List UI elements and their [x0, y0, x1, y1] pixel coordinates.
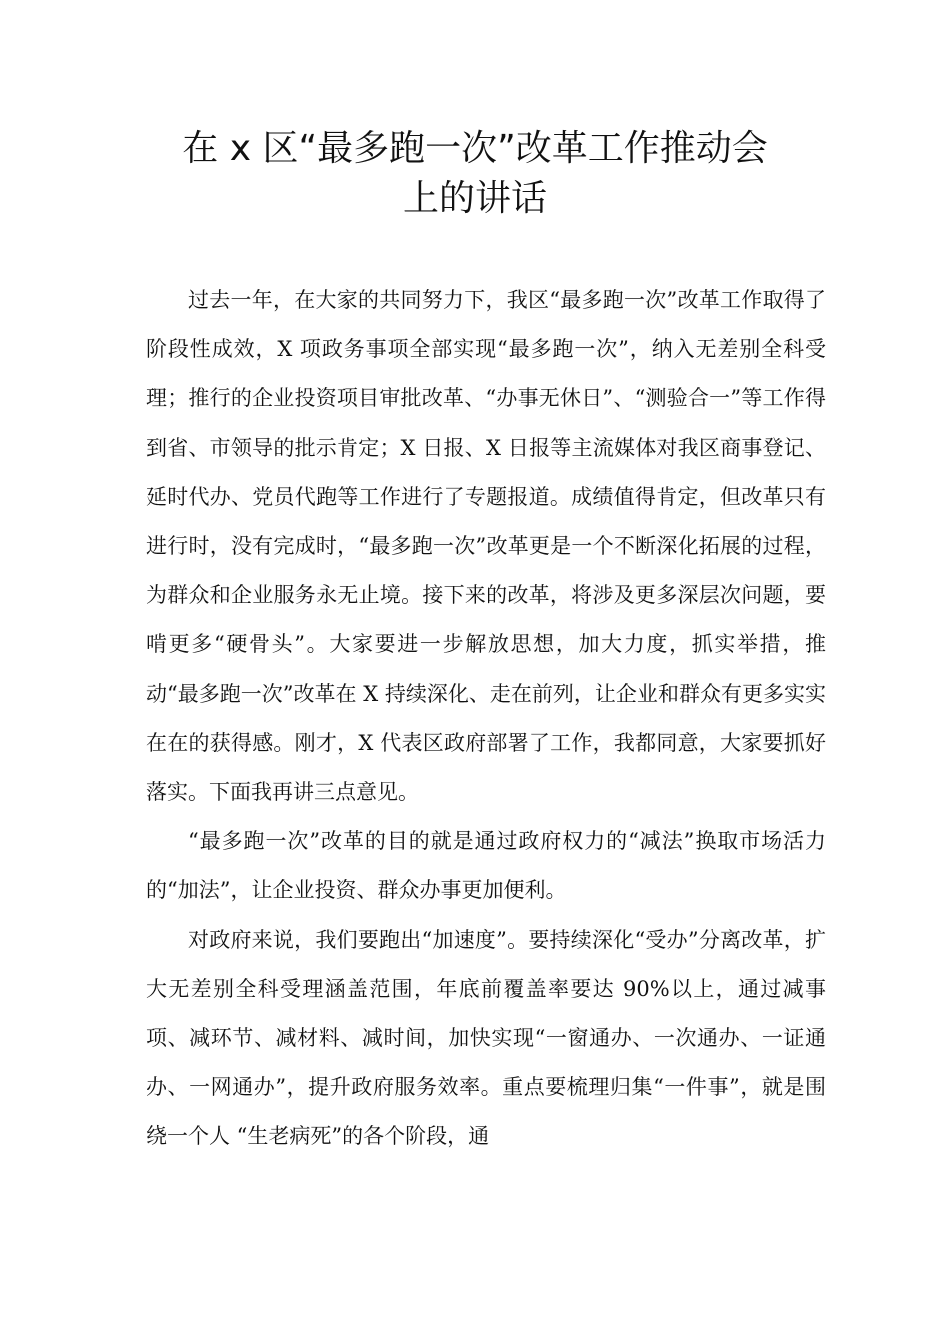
paragraph-1: 过去一年，在大家的共同努力下，我区“最多跑一次”改革工作取得了阶段性成效，X 项政务事项全部实现“最多跑一次”，纳入无差别全科受理；推行的企业投资项目审批改革、“办事无休日”、“测验合一”等工作得到省、市领导的批示肯定；X 日报、X 日报等主流媒体对我区商事登记、延时代办、党员代跑等工作进行了专题报道。成绩值得肯定，但改革只有进行时，没有完成时，“最多跑一次”改革更是一个不断深化拓展的过程，为群众和企业服务永无止境。接下来的改革，将涉及更多深层次问题，要啃更多“硬骨头”。大家要进一步解放思想，加大力度，抓实举措，推动“最多跑一次”改革在 X 持续深化、走在前列，让企业和群众有更多实实在在的获得感。刚才，X 代表区政府部署了工作，我都同意，大家要抓好落实。下面我再讲三点意见。: [146, 288, 826, 805]
document-title: [120, 124, 830, 224]
document-body: [146, 276, 826, 1162]
title-line-2: 上的讲话: [402, 178, 547, 219]
paragraph-3: 对政府来说，我们要跑出“加速度”。要持续深化“受办”分离改革，扩大无差别全科受理涵盖范围，年底前覆盖率要达 90%以上，通过减事项、减环节、减材料、减时间，加快实现“一窗通办、一次通办、一证通办、一网通办”，提升政府服务效率。重点要梳理归集“一件事”，就是围绕一个人 “生老病死”的各个阶段，通: [146, 927, 826, 1149]
title-line-1: 在 x 区“最多跑一次”改革工作推动会: [182, 128, 768, 169]
paragraph-2: “最多跑一次”改革的目的就是通过政府权力的“减法”换取市场活力的“加法”，让企业投资、群众办事更加便利。: [146, 829, 826, 903]
